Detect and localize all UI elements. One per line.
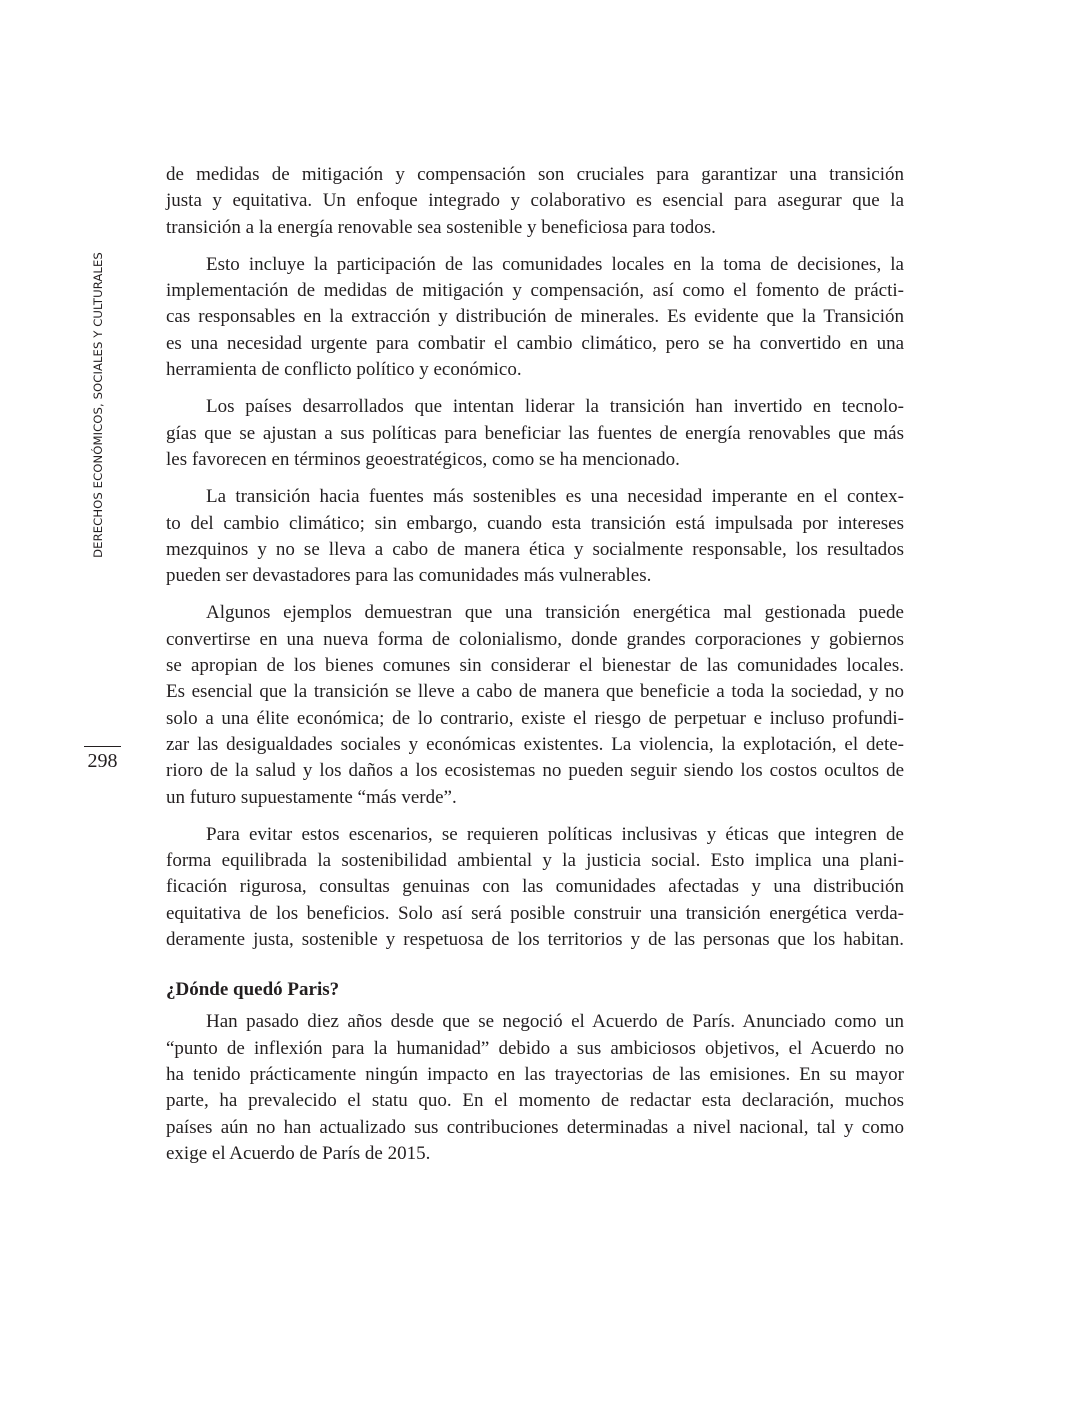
text-line: solo a una élite económica; de lo contrario, existe el riesgo de perpetuar e incluso profundi- xyxy=(166,707,904,729)
text-line: Han pasado diez años desde que se negoció el Acuerdo de París. Anunciado como un xyxy=(206,1011,904,1033)
text-line: países aún no han actualizado sus contribuciones determinadas a nivel nacional, tal y como xyxy=(166,1116,904,1138)
text-line: transición a la energía renovable sea sostenible y beneficiosa para todos. xyxy=(166,216,716,238)
text-line: implementación de medidas de mitigación y compensación, así como el fomento de prácti- xyxy=(166,280,904,302)
text-line: herramienta de conflicto político y económico. xyxy=(166,359,522,381)
text-line: to del cambio climático; sin embargo, cuando esta transición está impulsada por intereses xyxy=(166,512,904,534)
text-line: convertirse en una nueva forma de colonialismo, donde grandes corporaciones y gobiernos xyxy=(166,628,904,650)
text-line: Algunos ejemplos demuestran que una transición energética mal gestionada puede xyxy=(206,602,904,624)
text-line: ficación rigurosa, consultas genuinas con las comunidades afectadas y una distribución xyxy=(166,876,904,898)
text-line: La transición hacia fuentes más sostenibles es una necesidad imperante en el contex- xyxy=(206,486,904,508)
text-line: mezquinos y no se lleva a cabo de manera ética y socialmente responsable, los resultados xyxy=(166,538,904,560)
page-number: 298 xyxy=(84,746,121,772)
text-line: cas responsables en la extracción y distribución de minerales. Es evidente que la Transición xyxy=(166,306,904,328)
text-line: les favorecen en términos geoestratégicos, como se ha mencionado. xyxy=(166,448,680,470)
text-line: Para evitar estos escenarios, se requieren políticas inclusivas y éticas que integren de xyxy=(206,823,904,845)
text-line: un futuro supuestamente “más verde”. xyxy=(166,786,457,808)
text-line: gías que se ajustan a sus políticas para beneficiar las fuentes de energía renovables que más xyxy=(166,422,904,444)
text-line: ha tenido prácticamente ningún impacto en las trayectorias de las emisiones. En su mayor xyxy=(166,1063,904,1085)
text-line: Los países desarrollados que intentan liderar la transición han invertido en tecnolo- xyxy=(206,396,904,418)
text-line: Esto incluye la participación de las comunidades locales en la toma de decisiones, la xyxy=(206,253,904,275)
paragraph-5 xyxy=(166,600,904,810)
text-line: rioro de la salud y los daños a los ecosistemas no pueden seguir siendo los costos ocultos de xyxy=(166,760,904,782)
text-line: equitativa de los beneficios. Solo así será posible construir una transición energética verda- xyxy=(166,902,904,924)
text-line: deramente justa, sostenible y respetuosa de los territorios y de las personas que los habitan. xyxy=(166,929,904,951)
body-column xyxy=(166,162,904,1178)
text-line: se apropian de los bienes comunes sin considerar el bienestar de las comunidades locales. xyxy=(166,655,904,677)
section-heading: ¿Dónde quedó Paris? xyxy=(166,979,340,1001)
text-line: zar las desigualdades sociales y económicas existentes. La violencia, la explotación, el dete- xyxy=(166,733,904,755)
text-line: forma equilibrada la sostenibilidad ambiental y la justicia social. Esto implica una plani- xyxy=(166,850,904,872)
running-head-text: DERECHOS ECONÓMICOS, SOCIALES Y CULTURALES xyxy=(91,252,105,558)
text-line: de medidas de mitigación y compensación son cruciales para garantizar una transición xyxy=(166,164,904,185)
paragraph-3 xyxy=(166,394,904,473)
paragraph-2 xyxy=(166,252,904,383)
paragraph-6 xyxy=(166,822,904,953)
text-line: es una necesidad urgente para combatir el cambio climático, pero se ha convertido en una xyxy=(166,332,904,354)
text-line: Es esencial que la transición se lleve a cabo de manera que beneficie a toda la sociedad, y no xyxy=(166,681,904,703)
text-line: pueden ser devastadores para las comunidades más vulnerables. xyxy=(166,565,652,587)
paragraph-1 xyxy=(166,162,904,241)
text-line: parte, ha prevalecido el statu quo. En el momento de redactar esta declaración, muchos xyxy=(166,1090,904,1112)
paragraph-4 xyxy=(166,484,904,589)
text-line: exige el Acuerdo de París de 2015. xyxy=(166,1142,431,1164)
running-head xyxy=(84,246,112,564)
text-line: “punto de inflexión para la humanidad” debido a sus ambiciosos objetivos, el Acuerdo no xyxy=(166,1037,904,1059)
text-line: justa y equitativa. Un enfoque integrado y colaborativo es esencial para asegurar que la xyxy=(166,190,904,212)
section-paragraph xyxy=(166,1009,904,1167)
